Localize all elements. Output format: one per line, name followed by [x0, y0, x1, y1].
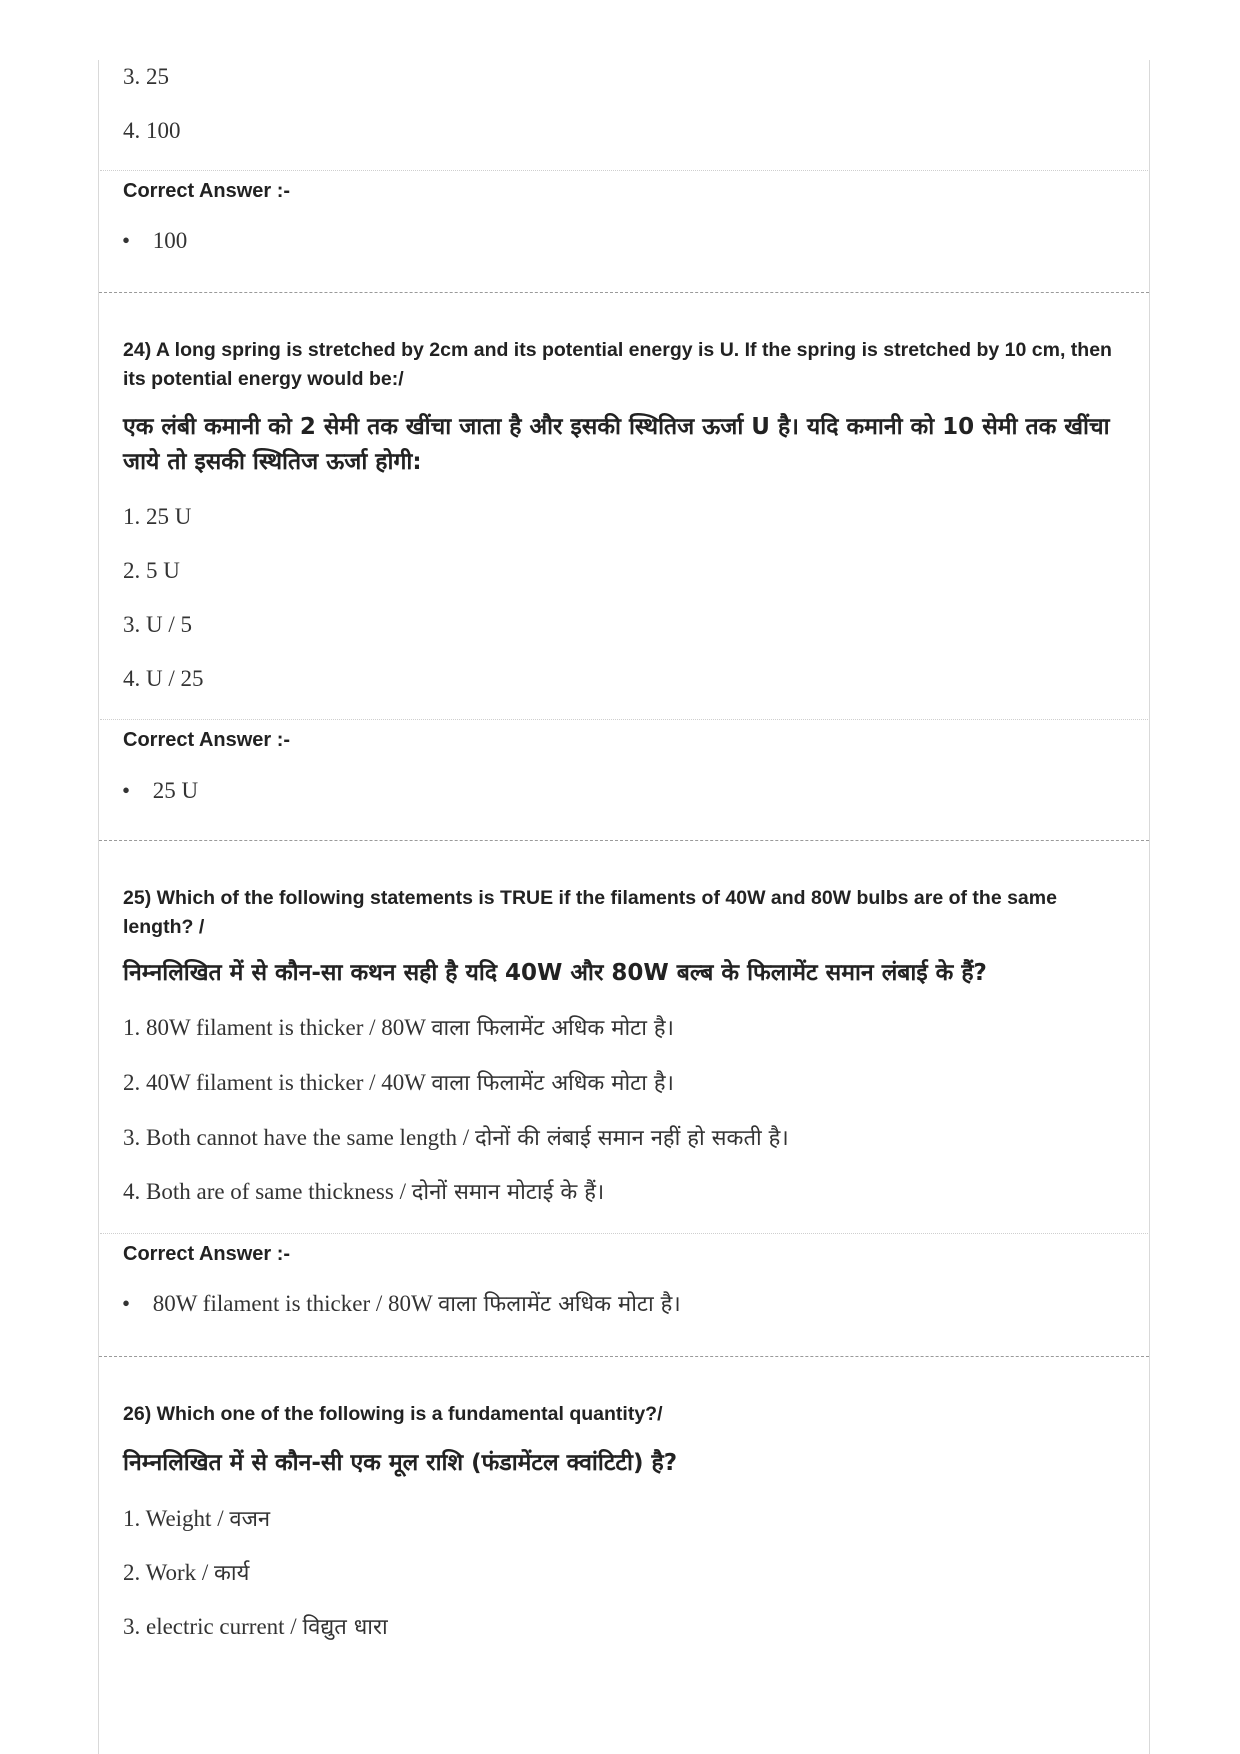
option-text: 25	[146, 64, 169, 89]
option-3: 3. U / 5	[123, 612, 192, 637]
option-text: 100	[146, 118, 181, 143]
divider	[100, 1233, 1148, 1234]
divider	[100, 170, 1148, 171]
correct-answer-label: Correct Answer :-	[123, 180, 291, 202]
option-4: 4. U / 25	[123, 666, 204, 691]
option-2: 2. 40W filament is thicker / 40W वाला फिलामेंट अधिक मोटा है।	[123, 1070, 674, 1096]
option-1: 1. 25 U	[123, 504, 192, 529]
question-25-hindi: निम्नलिखित में से कौन-सा कथन सही है यदि 40W और 80W बल्ब के फिलामेंट समान लंबाई के हैं?	[123, 960, 987, 986]
correct-answer: • 100	[123, 226, 187, 256]
option-2: 2. Work / कार्य	[123, 1560, 250, 1586]
option-4: 4. Both are of same thickness / दोनों समान मोटाई के हैं।	[123, 1179, 605, 1205]
option-number: 3.	[123, 64, 141, 89]
question-26-text: 26) Which one of the following is a fundamental quantity?/	[123, 1403, 663, 1425]
option-3	[123, 62, 169, 92]
option-number: 4.	[123, 118, 141, 143]
option-3: 3. Both cannot have the same length / दोनों की लंबाई समान नहीं हो सकती है।	[123, 1125, 789, 1151]
question-24-text: 24) A long spring is stretched by 2cm and its potential energy is U. If the spring is stretched by 10 cm, then its potential energy would be:/	[123, 339, 1112, 390]
correct-answer: • 25 U	[123, 776, 198, 806]
question-separator	[99, 1356, 1149, 1357]
divider	[100, 719, 1148, 720]
question-26-hindi: निम्नलिखित में से कौन-सी एक मूल राशि (फंडामेंटल क्वांटिटी) है?	[123, 1450, 678, 1476]
option-1: 1. Weight / वजन	[123, 1506, 271, 1532]
question-25-text: 25) Which of the following statements is TRUE if the filaments of 40W and 80W bulbs are of the same length? /	[123, 887, 1057, 938]
correct-answer: • 80W filament is thicker / 80W वाला फिलामेंट अधिक मोटा है।	[123, 1289, 681, 1320]
question-24-hindi: एक लंबी कमानी को 2 सेमी तक खींचा जाता है और इसकी स्थितिज ऊर्जा U है। यदि कमानी को 10 सेमी तक खींचा जाये तो इसकी स्थितिज ऊर्जा होगी:	[123, 414, 1110, 475]
question-separator	[99, 840, 1149, 841]
correct-answer-label: Correct Answer :-	[123, 729, 291, 751]
question-separator	[99, 292, 1149, 293]
option-1: 1. 80W filament is thicker / 80W वाला फिलामेंट अधिक मोटा है।	[123, 1015, 674, 1041]
option-4	[123, 116, 181, 146]
option-3: 3. electric current / विद्युत धारा	[123, 1614, 388, 1640]
correct-answer-label: Correct Answer :-	[123, 1243, 291, 1265]
option-2: 2. 5 U	[123, 558, 180, 583]
